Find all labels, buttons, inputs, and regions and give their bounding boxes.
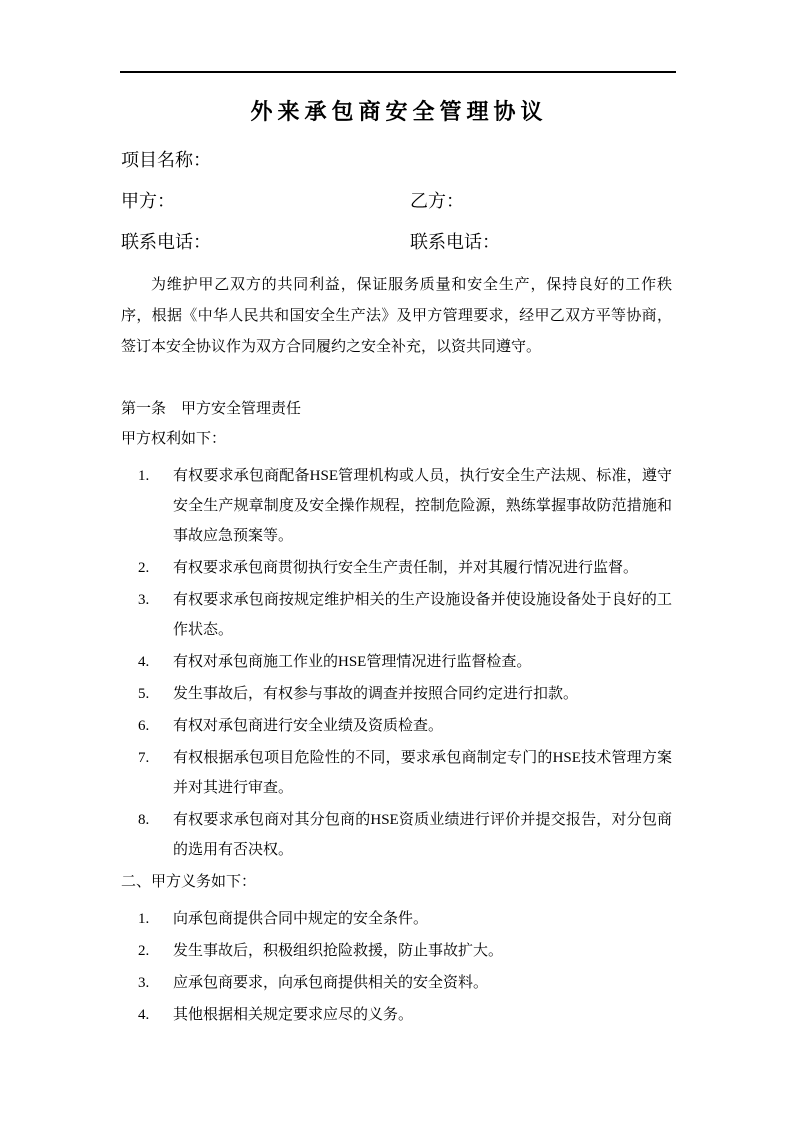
- item-text: 发生事故后，有权参与事故的调查并按照合同约定进行扣款。: [173, 686, 579, 702]
- rights-item: [121, 553, 672, 583]
- duties-item: [121, 904, 672, 934]
- document-title: 外来承包商安全管理协议: [250, 99, 548, 124]
- item-text: 有权根据承包项目危险性的不同，要求承包商制定专门的HSE技术管理方案并对其进行审查。: [173, 750, 672, 796]
- duties-item: [121, 1000, 672, 1030]
- duties-item: [121, 968, 672, 998]
- party-a-label: 甲方：: [121, 191, 175, 211]
- project-name-label: 项目名称：: [121, 150, 211, 170]
- phones-row: [121, 229, 672, 255]
- item-text: 有权要求承包商按规定维护相关的生产设施设备并使设施设备处于良好的工作状态。: [173, 592, 672, 638]
- item-number: 5.: [138, 686, 150, 702]
- rights-item: [121, 743, 672, 803]
- project-name-row: [121, 147, 672, 173]
- rights-item: [121, 461, 672, 551]
- item-number: 2.: [138, 943, 150, 959]
- item-number: 4.: [138, 1007, 150, 1023]
- item-text: 有权要求承包商对其分包商的HSE资质业绩进行评价并提交报告，对分包商的选用有否决权。: [173, 812, 672, 858]
- item-text: 应承包商要求，向承包商提供相关的安全资料。: [173, 975, 489, 991]
- parties-row: [121, 188, 672, 214]
- item-text: 有权对承包商进行安全业绩及资质检查。: [173, 718, 444, 734]
- item-number: 8.: [138, 812, 150, 828]
- party-b-phone-label: 联系电话：: [410, 232, 500, 252]
- duties-intro: 二、甲方义务如下：: [121, 874, 257, 890]
- party-a-phone-label: 联系电话：: [121, 232, 211, 252]
- rights-item: [121, 647, 672, 677]
- rights-intro: 甲方权利如下：: [121, 431, 227, 447]
- item-number: 6.: [138, 718, 150, 734]
- item-number: 1.: [138, 911, 150, 927]
- rights-item: [121, 805, 672, 865]
- item-text: 向承包商提供合同中规定的安全条件。: [173, 911, 429, 927]
- article-1-heading: 第一条 甲方安全管理责任: [121, 401, 302, 417]
- item-number: 1.: [138, 468, 150, 484]
- rights-item: [121, 585, 672, 645]
- item-text: 有权对承包商施工作业的HSE管理情况进行监督检查。: [173, 654, 532, 670]
- item-text: 有权要求承包商贯彻执行安全生产责任制，并对其履行情况进行监督。: [173, 560, 639, 576]
- rights-list: [121, 461, 672, 865]
- document-content: [121, 97, 672, 1032]
- duties-list: [121, 904, 672, 1030]
- item-number: 2.: [138, 560, 150, 576]
- header-rule: [120, 71, 676, 73]
- item-number: 3.: [138, 592, 150, 608]
- item-text: 发生事故后，积极组织抢险救援，防止事故扩大。: [173, 943, 504, 959]
- rights-item: [121, 679, 672, 709]
- item-number: 4.: [138, 654, 150, 670]
- party-b-label: 乙方：: [410, 191, 464, 211]
- preamble-paragraph: 为维护甲乙双方的共同利益，保证服务质量和安全生产，保持良好的工作秩序，根据《中华人民共和国安全生产法》及甲方管理要求，经甲乙双方平等协商，签订本安全协议作为双方合同履约之安全补充，以资共同遵守。: [121, 277, 672, 355]
- item-number: 7.: [138, 750, 150, 766]
- item-text: 其他根据相关规定要求应尽的义务。: [173, 1007, 414, 1023]
- duties-item: [121, 936, 672, 966]
- item-number: 3.: [138, 975, 150, 991]
- item-text: 有权要求承包商配备HSE管理机构或人员，执行安全生产法规、标准，遵守安全生产规章制度及安全操作规程，控制危险源，熟练掌握事故防范措施和事故应急预案等。: [173, 468, 672, 544]
- rights-item: [121, 711, 672, 741]
